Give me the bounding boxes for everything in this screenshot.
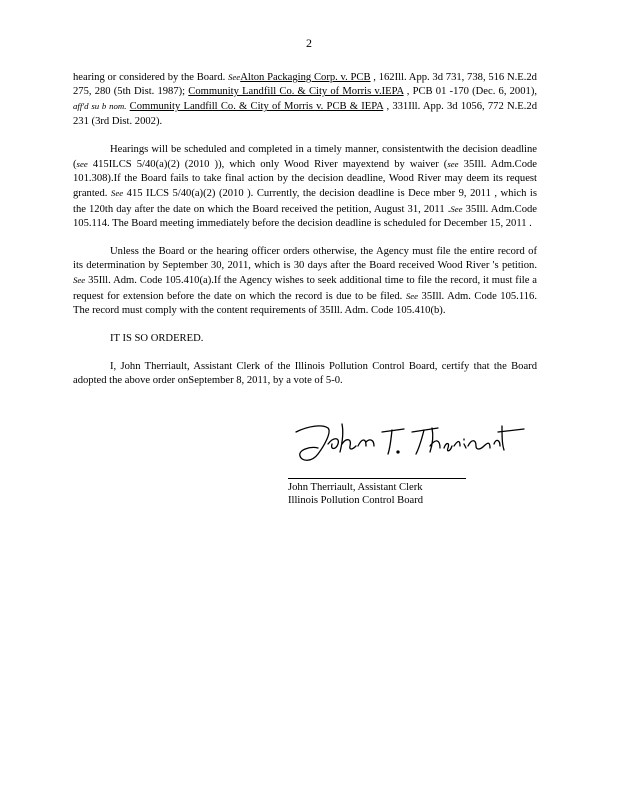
signature xyxy=(288,412,488,472)
signer-name-title: John Therriault, Assistant Clerk xyxy=(288,482,423,493)
case-name: Alton Packaging Corp. v. PCB xyxy=(240,72,371,83)
citation-signal: See xyxy=(405,290,419,301)
citation-text: , 331Ill. App. 3d 1056, 772 N.E.2d 231 (3rd Dist. 2002). xyxy=(73,101,537,127)
page-number: 2 xyxy=(306,36,312,50)
citation-text: , 162Ill. App. 3d 731, 738, 516 N.E.2d 275, 280 (5th Dist. 1987); xyxy=(73,72,537,98)
so-ordered: IT IS SO ORDERED. xyxy=(110,333,204,345)
paragraph-text: Unless the Board or the hearing officer orders otherwise, the Agency must file the entire record of its determination by September 30, 2011, which is 30 days after the Board received Wood River 's petition. xyxy=(73,246,537,272)
citation-signal: aff'd su b nom. xyxy=(73,101,127,112)
citation-signal: See xyxy=(73,275,86,286)
case-name: Community Landfill Co. & City of Morris v. PCB & IEPA xyxy=(129,101,384,113)
citation-text: , PCB 01 -170 (Dec. 6, 2001), xyxy=(403,86,537,98)
paragraph-text: 35Ill. Adm.Code 101.308).If the Board fails to take final action by the decision deadline, Wood River may deem its request granted. xyxy=(73,159,537,200)
signature-line xyxy=(288,478,466,479)
order-body xyxy=(73,70,537,403)
paragraph-text: 415ILCS 5/40(a)(2) (2010 )), which only Wood River mayextend by waiver ( xyxy=(87,159,448,171)
paragraph-hearings xyxy=(73,143,537,231)
citation-signal: See xyxy=(110,188,124,199)
paragraph-text: 35Ill. Adm. Code 105.116. The record must comply with the content requirements of 35Ill. Adm. Code 105.410(b). xyxy=(73,290,537,316)
paragraph-text: Hearings will be scheduled and completed in a timely manner, consistentwith the decision deadline ( xyxy=(73,143,537,171)
paragraph-text: 415 ILCS 5/40(a)(2) (2010 ). Currently, the decision deadline is Dece mber 9, 2011 , which is the 120th day after the date on which the Board received the petition, August 31, 2011 . xyxy=(73,188,537,215)
signature-block xyxy=(288,481,423,507)
case-name: Community Landfill Co. & City of Morris v.IEPA xyxy=(188,86,404,98)
citation-signal: See xyxy=(450,203,463,214)
citation-signal: see xyxy=(447,159,459,170)
citation-signal: see xyxy=(76,159,88,170)
signer-organization: Illinois Pollution Control Board xyxy=(288,495,424,506)
paragraph-text: 35Ill. Adm. Code 105.410(a).If the Agency wishes to seek additional time to file the record, it must file a request for extension before the date on which the record is due to be filed. xyxy=(73,275,537,302)
paragraph-citations xyxy=(73,70,537,129)
paragraph-record xyxy=(73,245,537,318)
citation-signal: See xyxy=(228,72,241,82)
certification-paragraph: I, John Therriault, Assistant Clerk of the Illinois Pollution Control Board, certify that the Board adopted the above order onSeptember 8, 2011, by a vote of 5-0. xyxy=(73,361,537,387)
citation-text: hearing or considered by the Board. xyxy=(73,72,228,83)
paragraph-text: 35Ill. Adm.Code 105.114. The Board meeting immediately before the decision deadline is scheduled for December 15, 2011 . xyxy=(73,203,537,229)
handwritten-signature xyxy=(288,412,528,472)
